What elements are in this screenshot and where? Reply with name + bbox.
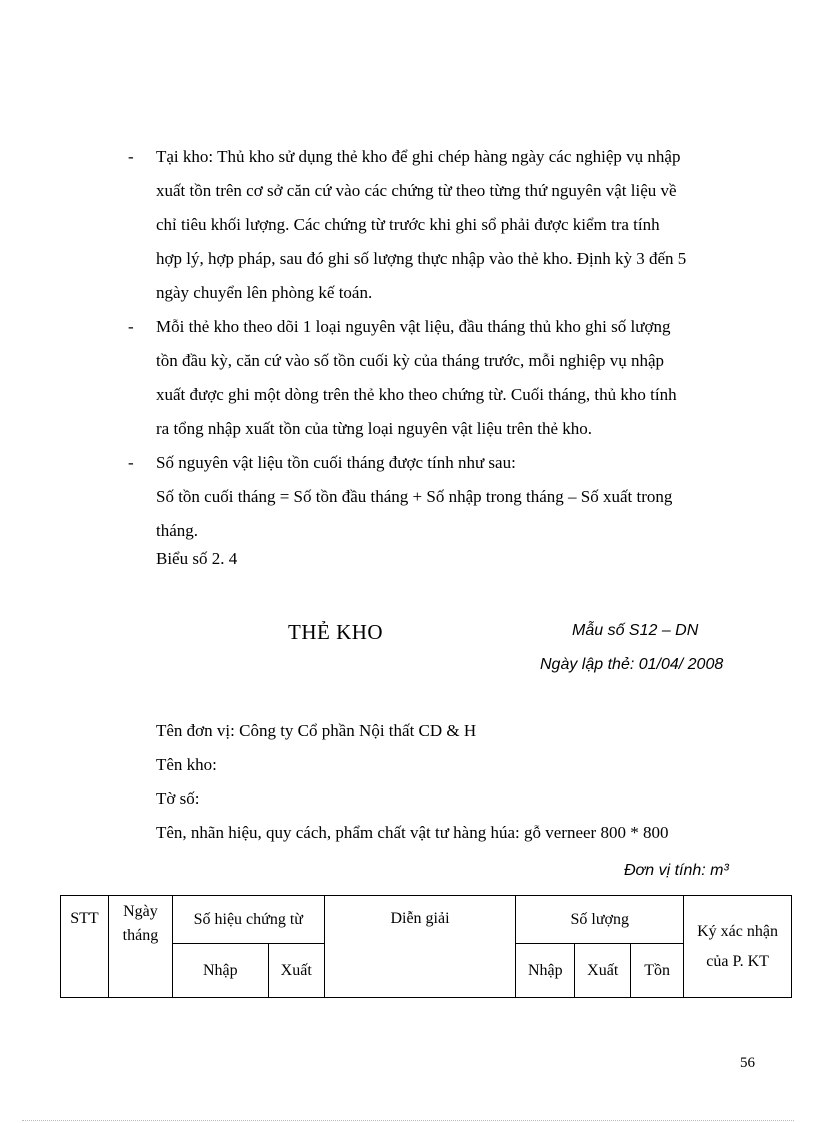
header-quantity-balance: Tồn — [631, 944, 684, 998]
header-description: Diễn giải — [324, 896, 516, 998]
stock-card-table — [60, 895, 792, 998]
header-confirmation: Ký xác nhận của P. KT — [684, 896, 792, 998]
header-quantity-out: Xuất — [575, 944, 631, 998]
header-document-in: Nhập — [172, 944, 268, 998]
text-line: xuất tồn trên cơ sở căn cứ vào các chứng từ theo từng thứ nguyên vật liệu về — [156, 181, 677, 200]
header-document-out: Xuất — [268, 944, 324, 998]
text-line: Số nguyên vật liệu tồn cuối tháng được tính như sau: — [156, 453, 516, 472]
header-date: Ngày tháng — [108, 896, 172, 998]
text-line: ra tổng nhập xuất tồn của từng loại nguyên vật liệu trên thẻ kho. — [156, 419, 592, 438]
card-title: THẺ KHO — [288, 620, 384, 644]
warehouse-name: Tên kho: — [156, 755, 217, 774]
bullet-closing-balance — [128, 446, 748, 548]
figure-label: Biểu số 2. 4 — [156, 549, 238, 568]
text-line: xuất được ghi một dòng trên thẻ kho theo chứng từ. Cuối tháng, thủ kho tính — [156, 385, 677, 404]
text-line: ngày chuyển lên phòng kế toán. — [156, 283, 373, 302]
bullet-stock-card — [128, 310, 748, 446]
card-date: Ngày lập thẻ: 01/04/ 2008 — [540, 656, 724, 673]
form-number: Mẫu số S12 – DN — [572, 622, 699, 639]
text-line: tháng. — [156, 521, 199, 540]
unit-name: Tên đơn vị: Công ty Cổ phần Nội thất CD & H — [156, 721, 477, 740]
bullet-list — [128, 140, 748, 548]
text-line: hợp lý, hợp pháp, sau đó ghi số lượng thực nhập vào thẻ kho. Định kỳ 3 đến 5 — [156, 249, 687, 268]
table-header-row — [61, 896, 792, 944]
text-line: chỉ tiêu khối lượng. Các chứng từ trước khi ghi sổ phải được kiểm tra tính — [156, 215, 660, 234]
text-line: Tại kho: Thủ kho sử dụng thẻ kho để ghi chép hàng ngày các nghiệp vụ nhập — [156, 147, 681, 166]
text-line: Số tồn cuối tháng = Số tồn đầu tháng + Số nhập trong tháng – Số xuất trong — [156, 487, 673, 506]
page-bottom-divider — [22, 1120, 794, 1121]
header-stt: STT — [61, 896, 109, 998]
sheet-number: Tờ số: — [156, 789, 200, 808]
bullet-warehouse-procedure — [128, 140, 748, 310]
bullet-dash: - — [128, 453, 134, 472]
bullet-dash: - — [128, 147, 134, 166]
text-line: Mỗi thẻ kho theo dõi 1 loại nguyên vật liệu, đầu tháng thủ kho ghi số lượng — [156, 317, 671, 336]
header-quantity-in: Nhập — [516, 944, 575, 998]
text-line: tồn đầu kỳ, căn cứ vào số tồn cuối kỳ của tháng trước, mỗi nghiệp vụ nhập — [156, 351, 665, 370]
unit-of-measure: Đơn vị tính: m³ — [624, 862, 729, 879]
page-number: 56 — [740, 1055, 755, 1071]
header-quantity: Số lượng — [516, 896, 684, 944]
header-document-number: Số hiệu chứng từ — [172, 896, 324, 944]
bullet-dash: - — [128, 317, 134, 336]
item-description: Tên, nhãn hiệu, quy cách, phẩm chất vật tư hàng húa: gỗ verneer 800 * 800 — [156, 823, 669, 842]
